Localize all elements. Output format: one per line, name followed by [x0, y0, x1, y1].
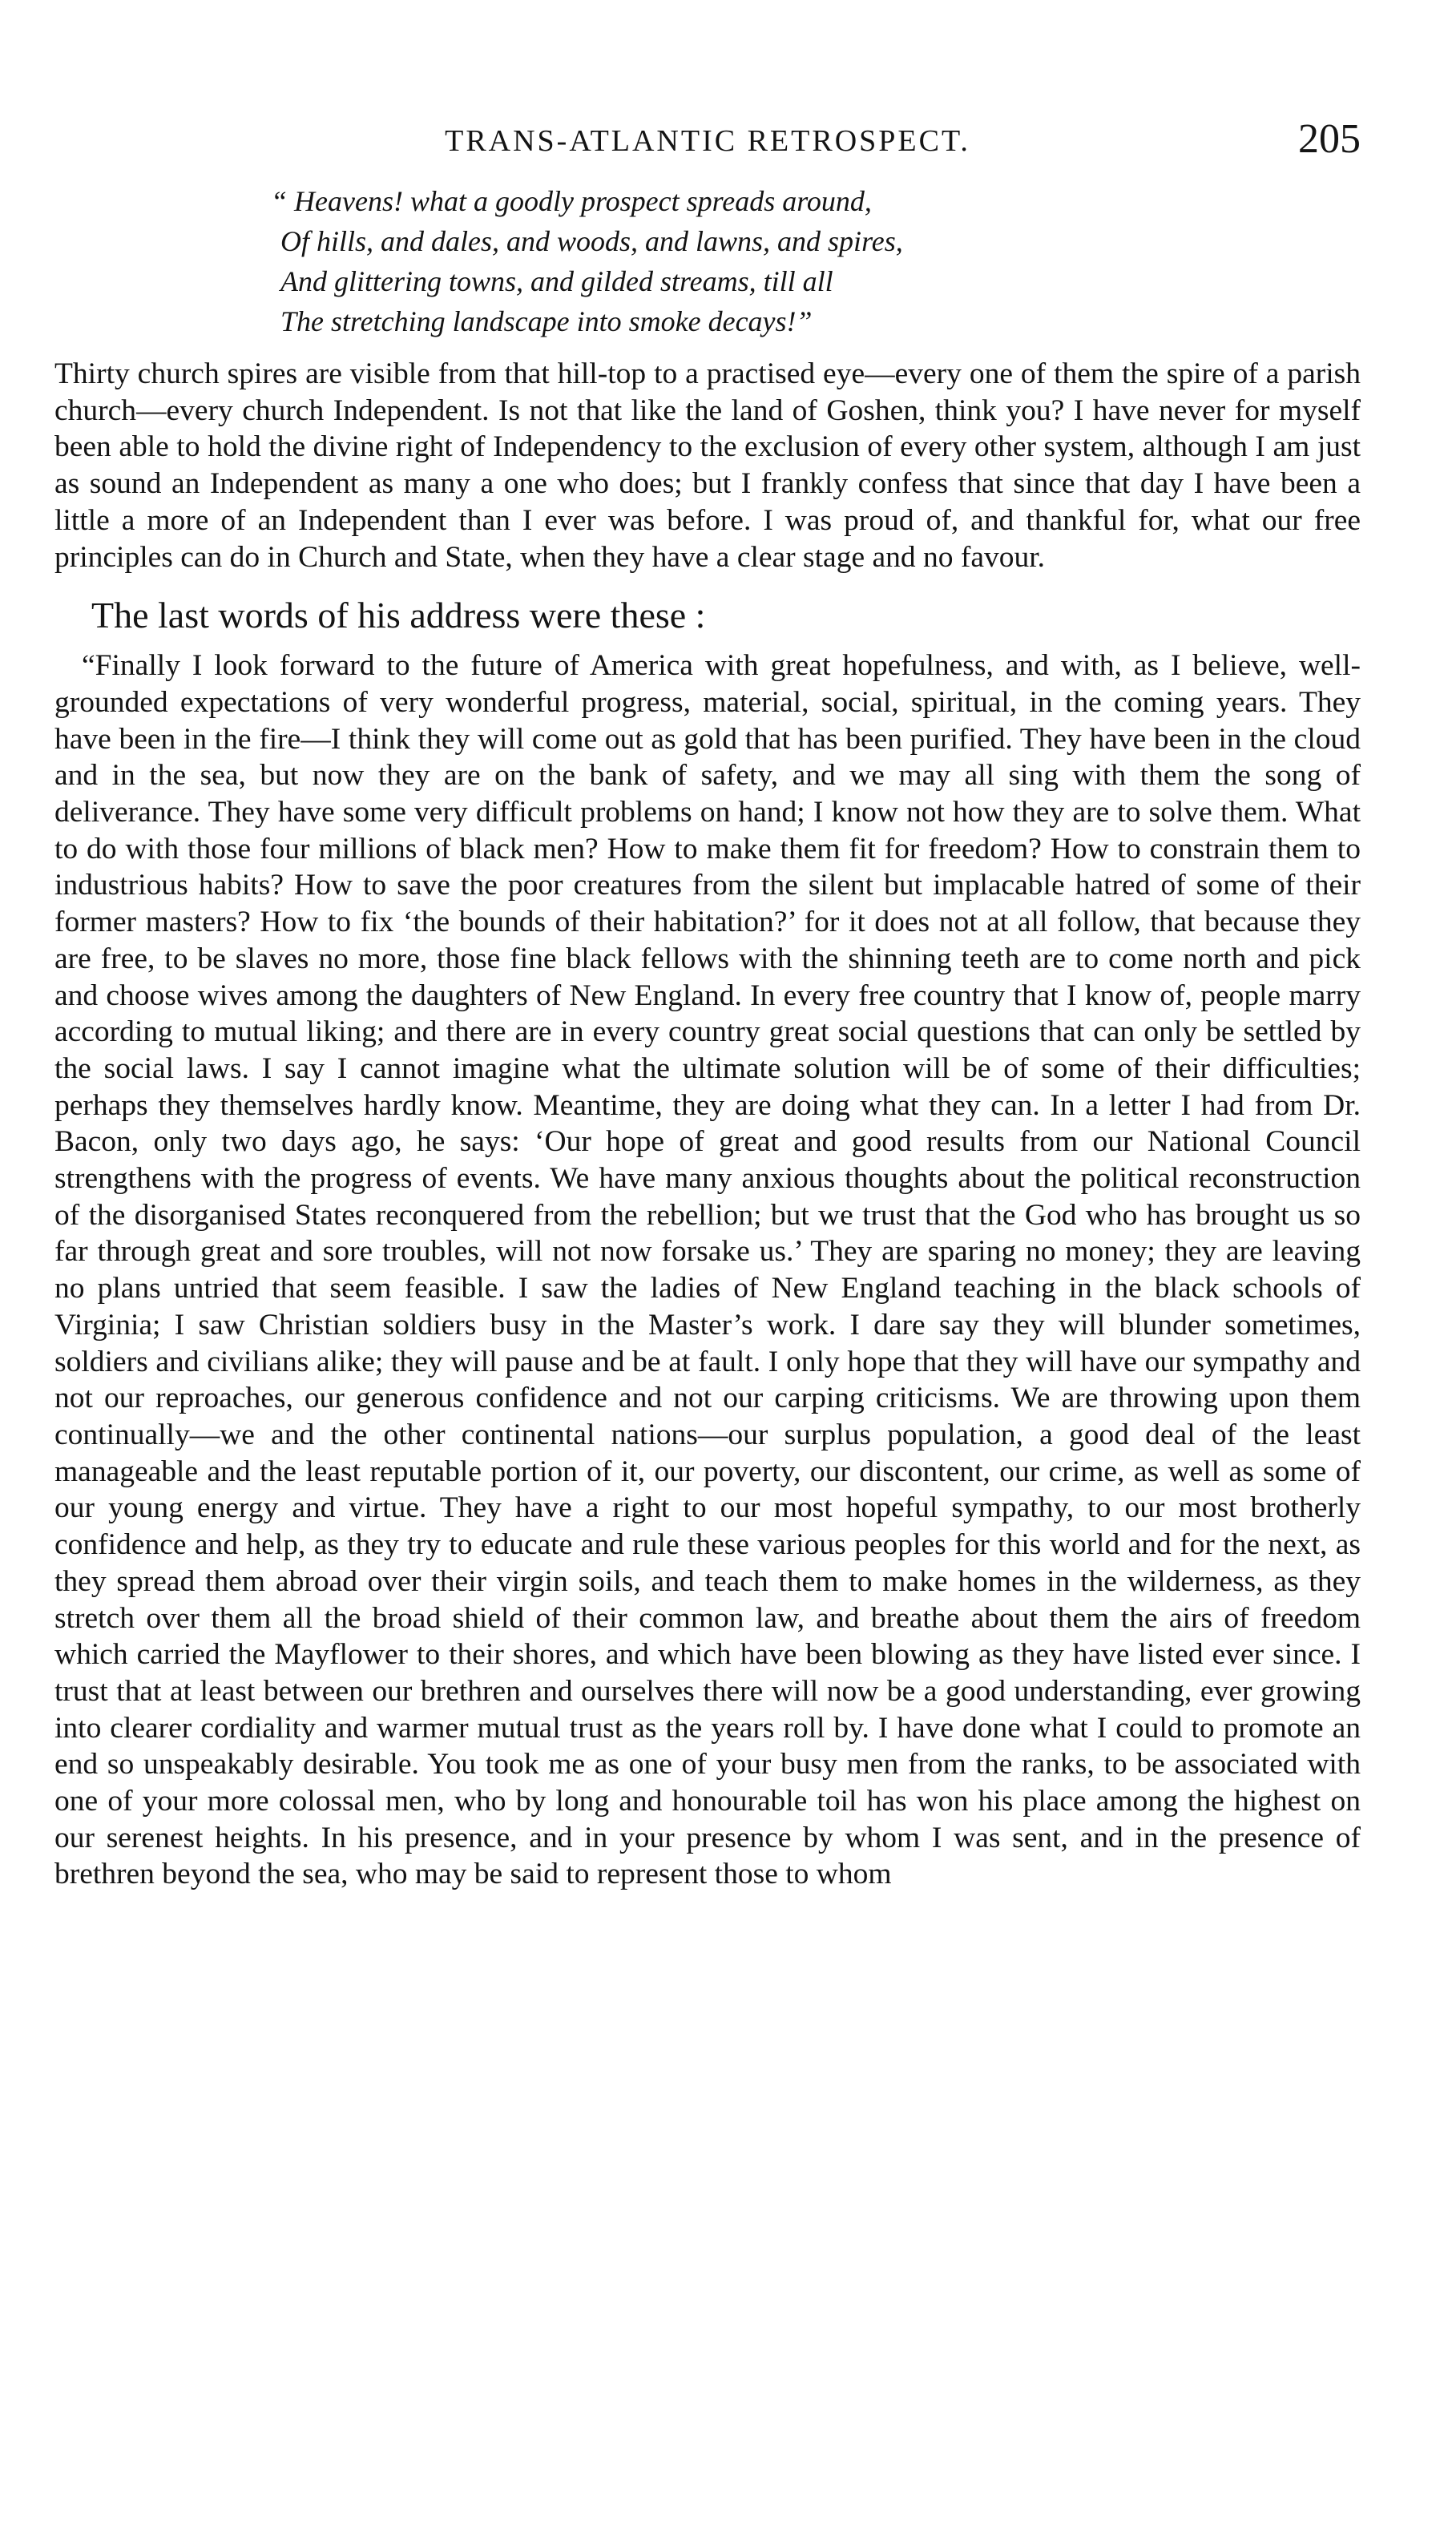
- verse-quotation: [271, 181, 1361, 341]
- verse-line: “ Heavens! what a goodly prospect spreads around,: [271, 185, 872, 217]
- running-head: [54, 112, 1361, 170]
- page-number: 205: [1298, 116, 1361, 162]
- book-page: [54, 112, 1361, 1893]
- verse-line: Of hills, and dales, and woods, and lawns, and spires,: [280, 225, 903, 257]
- address-quotation: “Finally I look forward to the future of America with great hopefulness, and with, as I believe, well-grounded expectations of very wonderful progress, material, social, spiritual, in the coming years. They have been in the fire—I think they will come out as gold that has been purified. They have been in the cloud and in the sea, but now they are on the bank of safety, and we may all sing with them the song of deliverance. They have some very difficult problems on hand; I know not how they are to solve them. What to do with those four millions of black men? How to make them fit for freedom? How to constrain them to industrious habits? How to save the poor creatures from the silent but implacable hatred of some of their former masters? How to fix ‘the bounds of their habitation?’ for it does not at all follow, that because they are free, to be slaves no more, those fine black fellows with the shinning teeth are to come north and pick and choose wives among the daughters of New England. In every free country that I know of, people marry according to mutual liking; and there are in every country great social questions that can only be settled by the social laws. I say I cannot imagine what the ultimate solution will be of some of their difficulties; perhaps they themselves hardly know. Meantime, they are doing what they can. In a letter I had from Dr. Bacon, only two days ago, he says: ‘Our hope of great and good results from our National Council strengthens with the progress of events. We have many anxious thoughts about the political reconstruction of the disorganised States reconquered from the rebellion; but we trust that the God who has brought us so far through great and sore troubles, will not now forsake us.’ They are sparing no money; they are leaving no plans untried that seem feasible. I saw the ladies of New England teaching in the black schools of Virginia; I saw Christian soldiers busy in the Master’s work. I dare say they will blunder sometimes, soldiers and civilians alike; they will pause and be at fault. I only hope that they will have our sympathy and not our reproaches, our generous confidence and not our carping criticisms. We are throwing upon them continually—we and the other continental nations—our surplus population, a good deal of the least manageable and the least reputable portion of it, our poverty, our discontent, our crime, as well as some of our young energy and virtue. They have a right to our most hopeful sympathy, to our most brotherly confidence and help, as they try to educate and rule these various peoples for this world and for the next, as they spread them abroad over their virgin soils, and teach them to make homes in the wilderness, as they stretch over them all the broad shield of their common law, and breathe about them the airs of freedom which carried the Mayflower to their shores, and which have been blowing as they have listed ever since. I trust that at least between our brethren and ourselves there will now be a good understanding, ever growing into clearer cordiality and warmer mutual trust as the years roll by. I have done what I could to promote an end so unspeakably desirable. You took me as one of your busy men from the ranks, to be associated with one of your more colossal men, who by long and honourable toil has won his place among the highest on our serenest heights. In his presence, and in your presence by whom I was sent, and in the presence of brethren beyond the sea, who may be said to represent those to whom: [54, 649, 1361, 1891]
- verse-line: The stretching landscape into smoke decays!”: [280, 305, 813, 337]
- verse-line: And glittering towns, and gilded streams, till all: [280, 265, 833, 297]
- body-paragraph: Thirty church spires are visible from that hill-top to a practised eye—every one of them the spire of a parish church—every church Independent. Is not that like the land of Goshen, think you? I have never for myself been able to hold the divine right of Independency to the exclusion of every other system, although I am just as sound an Independent as many a one who does; but I frankly confess that since that day I have been a little a more of an Independent than I ever was before. I was proud of, and thankful for, what our free principles can do in Church and State, when they have a clear stage and no favour.: [54, 357, 1361, 574]
- address-intro: The last words of his address were these :: [91, 595, 706, 636]
- running-title: TRANS-ATLANTIC RETROSPECT.: [445, 124, 970, 158]
